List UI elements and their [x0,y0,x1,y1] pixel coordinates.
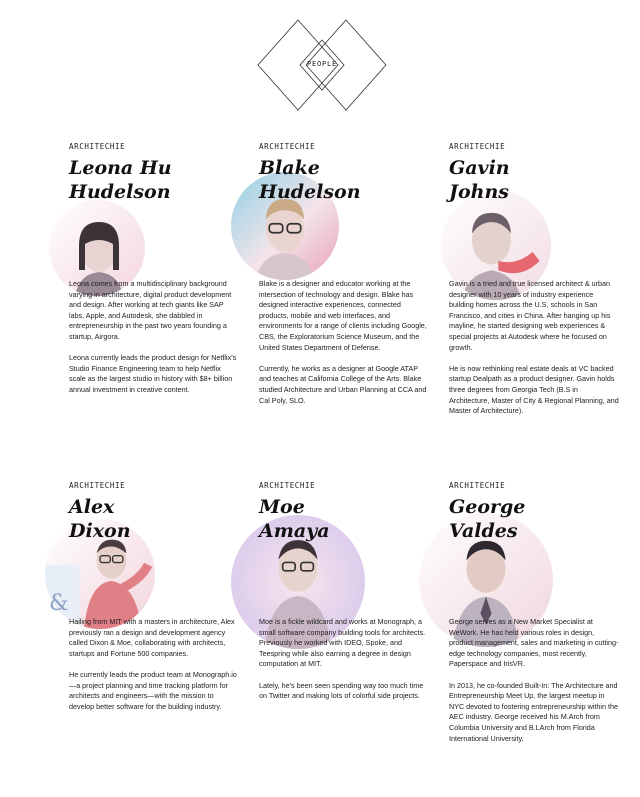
person-bio: George serves as a New Market Specialist at WeWork. He has held various roles in design, product management, sales and marketing in cutting-edge technology companies, most recently, Paperspace and IrisVR. In 2013, he co-founded Built-In: The Architecture and Entrepreneurship Meet Up, the largest meetup in NYC devoted to fostering entrepreneurship within the AEC industry. George received his M.Arch from Columbia University and B.LArch from Florida International University. [449,617,619,743]
person-bio: Hailing from MIT with a masters in architecture, Alex previously ran a design and development agency called Dixon & Moe, collaborating with architects, startups and Fortune 500 companies. He currently leads the product team at Monograph.io—a project planning and time tracking platform for architects and engineers—with the mission to develop better software for the building industry. [69,617,237,711]
people-logo[interactable] [256,18,388,114]
person-name: Gavin Johns [449,157,510,203]
person-name: Alex Dixon [69,496,131,542]
person-bio: Blake is a designer and educator working at the intersection of technology and design. Blake has designed interactive experiences, connected products, mobile and web interfaces, and environments for a range of clients including Google, CBS, the Exploratorium Science Museum, and the United States Department of Defense. Currently, he works as a designer at Google ATAP and teaches at California College of the Arts. Blake studied Architecture and Urban Planning at CCA and Cal Poly, SLO. [259,279,427,405]
logo-label: PEOPLE [306,60,338,68]
person-bio: Leona comes from a multidisciplinary background varying in architecture, digital product development and design. After working at tech giants like SAP labs, Apple, and Autodesk, she dabbled in entrepreneurship in the past two years founding a startup, Airgora. Leona currently leads the product design for Netflix's Studio Finance Engineering team to help Netflix scale as the largest studio in history with $8+ billion annual investment in creative content. [69,279,237,394]
person-bio: Moe is a fickle wildcard and works at Monograph, a small software company building tools for architects. Previously he worked with IDEO, Spoke, and Teespring while also earning a degree in design computation at MIT. Lately, he's been seen spending way too much time on Twitter and making lots of colorful side projects. [259,617,426,701]
person-card-alex [49,481,239,751]
person-eyebrow: ARCHITECHIE [69,142,126,151]
person-name: Blake Hudelson [259,157,361,203]
person-card-gavin [449,142,619,442]
person-name: George Valdes [449,496,526,542]
person-eyebrow: ARCHITECHIE [449,481,506,490]
person-eyebrow: ARCHITECHIE [259,142,316,151]
person-eyebrow: ARCHITECHIE [69,481,126,490]
person-card-blake [259,142,429,442]
person-card-leona [69,142,239,442]
person-card-moe [259,481,429,751]
person-card-george [449,481,619,751]
person-eyebrow: ARCHITECHIE [259,481,316,490]
person-name: Leona Hu Hudelson [69,157,172,203]
person-name: Moe Amaya [259,496,330,542]
person-eyebrow: ARCHITECHIE [449,142,506,151]
ampersand-sign-icon: & [49,591,69,616]
person-bio: Gavin is a tried and true licensed architect & urban designer with 10 years of industry experience building homes across the U.S, schools in San Francisco, and cities in China. After hanging up his mayline, he started designing web experiences & special projects at Autodesk where he focused on growth. He is now rethinking real estate deals at VC backed startup Dealpath as a product designer. Gavin holds three degrees from Georgia Tech (B.S in Architecture, Master of City & Regional Planning, and Master of Architecture). [449,279,619,416]
